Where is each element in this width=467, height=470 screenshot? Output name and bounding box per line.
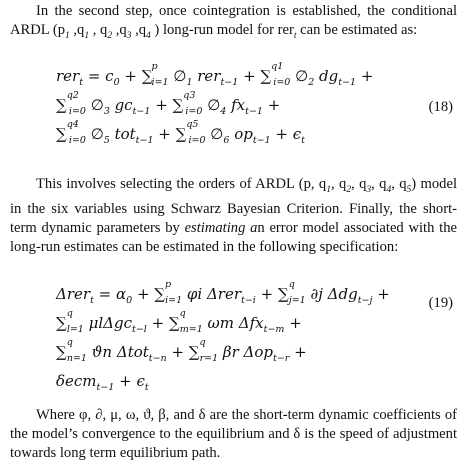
paragraph-ardl-selection: This involves selecting the orders of ARDL (p, $q_1$, $q_2$, $q_3$, $q_4$, $q_5$) model in the six variables using Schwarz Bayesian Criterion. Finally, the short-term dynamic parameters by estimating an error model associated with the long-run estimates can be estimated in the following specification: — [10, 176, 458, 255]
paragraph-intro: In the second step, once cointegration is established, the conditional ARDL ($p_1$ $,q_1$ , $q_2$ $,q_3$ $,q_4$ ) long-run model for rer$_t$ can be estimated as: — [10, 3, 457, 41]
equation-18-line-1: $rer_t = c_0 + \sum^p_{i=1}$ $\emptyset_1$ rer$_{t-1}$ + ∑$^{q1}_{i=0}$ $\emptyset_2$ $dg_{t-1}$ + — [56, 61, 374, 88]
equation-19-line-1: $\Delta rer_t = \alpha_0 + \sum^p_{i=1}$ φi Δrer$_{t-i}$ + ∑$^q_{j=1}$ ∂j Δdg$_{t-j}$ + — [56, 279, 390, 306]
equation-19-line-3: ∑$^q_{n=1}$ ϑn Δtot$_{t-n}$ + ∑$^q_{r=1}$ βr Δop$_{t-r}$ + — [56, 337, 307, 364]
equation-19-line-4: $\delta ecm_{t-1} + \epsilon_t$ — [56, 372, 149, 393]
paragraph-coefficients: Where φ, ∂, μ, ω, ϑ, β, and δ are the short-term dynamic coefficients of the model’s convergence to the equilibrium and δ is the speed of adjustment towards long term equilibrium path. — [10, 407, 457, 461]
equation-18-line-3: ∑$^{q4}_{i=0}$ $\emptyset_5$ tot$_{t-1}$ + ∑$^{q5}_{i=0}$ $\emptyset_6$ $op_{t-1} + \epsilon_t$ — [56, 119, 305, 146]
equation-19-number: (19) — [428, 295, 453, 311]
equation-19-line-2: ∑$^q_{l=1}$ μlΔgc$_{t-l}$ + ∑$^q_{m=1}$ ωm Δfx$_{t-m}$ + — [56, 308, 302, 335]
equation-18-line-2: ∑$^{q2}_{i=0}$ $\emptyset_3$ $gc_{t-1} + \sum^{q3}_{i=0}$ $\emptyset_4$ $fx_{t-1}$ + — [56, 90, 281, 117]
equation-18-number: (18) — [428, 99, 453, 115]
